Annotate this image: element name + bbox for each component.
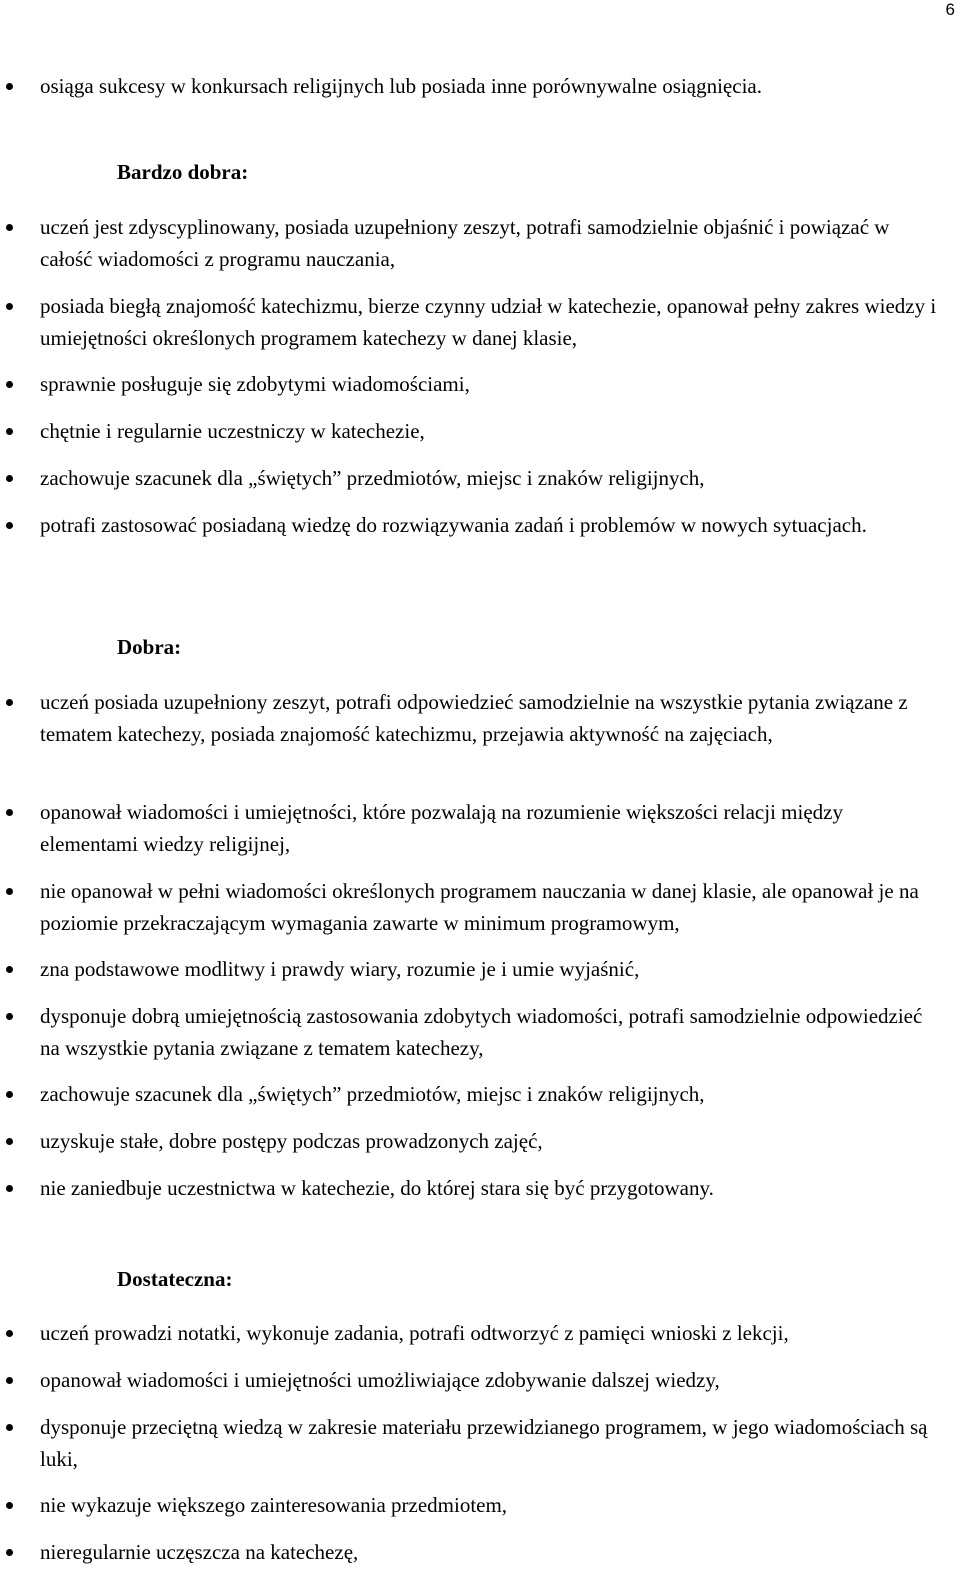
bullet-icon	[6, 1138, 13, 1145]
list-item-text: opanował wiadomości i umiejętności umożliwiające zdobywanie dalszej wiedzy,	[40, 1368, 720, 1392]
list-item	[40, 369, 945, 401]
list-item-text: dysponuje dobrą umiejętnością zastosowania zdobytych wiadomości, potrafi samodzielnie odpowiedzieć na wszystkie pytania związane z tematem katechezy,	[40, 1004, 923, 1060]
list-item	[40, 510, 945, 542]
list-item-text: zna podstawowe modlitwy i prawdy wiary, rozumie je i umie wyjaśnić,	[40, 957, 640, 981]
list-item	[40, 1079, 945, 1111]
list-item-text: sprawnie posługuje się zdobytymi wiadomościami,	[40, 372, 470, 396]
list-item-text: nie wykazuje większego zainteresowania przedmiotem,	[40, 1493, 508, 1517]
list-item	[40, 687, 945, 750]
bullet-icon	[6, 1377, 13, 1384]
bullet-icon	[6, 1549, 13, 1556]
list-item	[40, 416, 945, 448]
bullet-icon	[6, 522, 13, 529]
page-number: 6	[945, 0, 955, 19]
bullet-icon	[6, 83, 13, 90]
list-item-text: posiada biegłą znajomość katechizmu, bierze czynny udział w katechezie, opanował pełny zakres wiedzy i umiejętności określonych programem katechezy w danej klasie,	[40, 294, 937, 350]
list-item-text: potrafi zastosować posiadaną wiedzę do rozwiązywania zadań i problemów w nowych sytuacjach.	[40, 513, 867, 537]
list-item-text: osiąga sukcesy w konkursach religijnych lub posiada inne porównywalne osiągnięcia.	[40, 74, 762, 98]
list-item-text: nie opanował w pełni wiadomości określonych programem nauczania w danej klasie, ale opanował je na poziomie przekraczającym wymagania zawarte w minimum programowym,	[40, 879, 919, 935]
section-heading-dobra: Dobra:	[117, 635, 182, 659]
bullet-icon	[6, 809, 13, 816]
list-item-text: opanował wiadomości i umiejętności, które pozwalają na rozumienie większości relacji między elementami wiedzy religijnej,	[40, 800, 843, 856]
list-item-text: zachowuje szacunek dla „świętych” przedmiotów, miejsc i znaków religijnych,	[40, 1082, 705, 1106]
bullet-icon	[6, 224, 13, 231]
list-item	[40, 1365, 945, 1397]
bullet-icon	[6, 1185, 13, 1192]
list-item	[40, 797, 945, 860]
section-heading-bardzo-dobra: Bardzo dobra:	[117, 160, 249, 184]
bullet-icon	[6, 1424, 13, 1431]
bullet-icon	[6, 1330, 13, 1337]
list-item	[40, 212, 945, 275]
bullet-icon	[6, 1091, 13, 1098]
bullet-icon	[6, 381, 13, 388]
list-item	[40, 1537, 945, 1569]
list-item	[40, 291, 945, 354]
list-item-text: dysponuje przeciętną wiedzą w zakresie materiału przewidzianego programem, w jego wiadomościach są luki,	[40, 1415, 928, 1471]
list-item	[40, 1126, 945, 1158]
list-item	[40, 1318, 945, 1350]
section-heading-dostateczna: Dostateczna:	[117, 1267, 233, 1291]
bullet-icon	[6, 699, 13, 706]
bullet-icon	[6, 475, 13, 482]
bullet-icon	[6, 303, 13, 310]
list-item	[40, 71, 945, 103]
list-item-text: uczeń jest zdyscyplinowany, posiada uzupełniony zeszyt, potrafi samodzielnie objaśnić i powiązać w całość wiadomości z programu nauczania,	[40, 215, 890, 271]
list-item-text: nie zaniedbuje uczestnictwa w katechezie, do której stara się być przygotowany.	[40, 1176, 714, 1200]
list-item	[40, 876, 945, 939]
list-item	[40, 954, 945, 986]
list-item	[40, 1412, 945, 1475]
list-item-text: uczeń prowadzi notatki, wykonuje zadania, potrafi odtworzyć z pamięci wnioski z lekcji,	[40, 1321, 789, 1345]
list-item	[40, 1173, 945, 1205]
list-item-text: nieregularnie uczęszcza na katechezę,	[40, 1540, 359, 1564]
list-item-text: zachowuje szacunek dla „świętych” przedmiotów, miejsc i znaków religijnych,	[40, 466, 705, 490]
bullet-icon	[6, 888, 13, 895]
bullet-icon	[6, 966, 13, 973]
list-item	[40, 1001, 945, 1064]
bullet-icon	[6, 1013, 13, 1020]
list-item	[40, 463, 945, 495]
list-item	[40, 1490, 945, 1522]
list-item-text: chętnie i regularnie uczestniczy w katechezie,	[40, 419, 425, 443]
bullet-icon	[6, 1502, 13, 1509]
bullet-icon	[6, 428, 13, 435]
list-item-text: uczeń posiada uzupełniony zeszyt, potrafi odpowiedzieć samodzielnie na wszystkie pytania związane z tematem katechezy, posiada znajomość katechizmu, przejawia aktywność na zajęciach,	[40, 690, 908, 746]
list-item-text: uzyskuje stałe, dobre postępy podczas prowadzonych zajęć,	[40, 1129, 543, 1153]
